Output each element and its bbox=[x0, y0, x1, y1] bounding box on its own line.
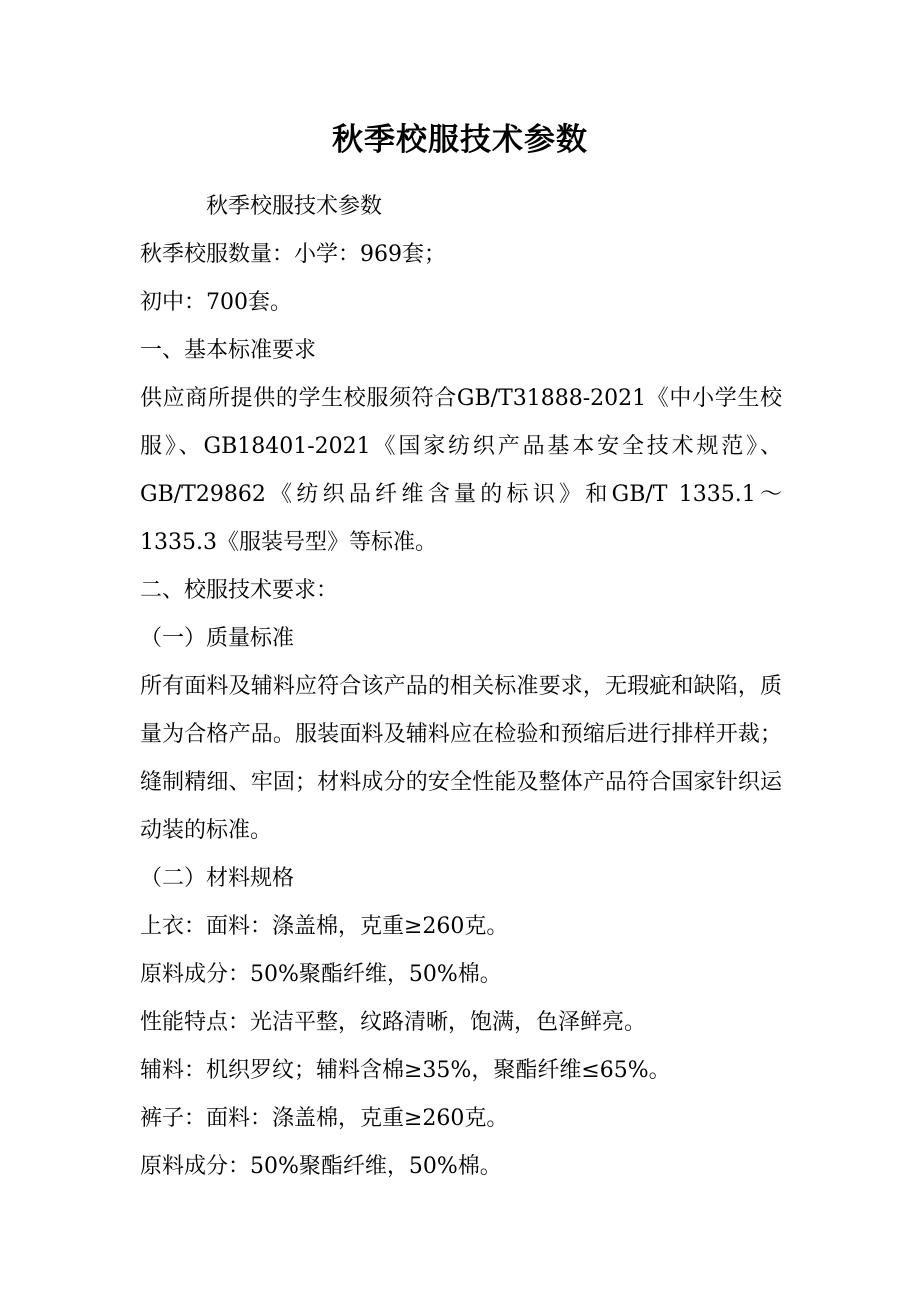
line-performance: 性能特点：光洁平整，纹路清晰，饱满，色泽鲜亮。 bbox=[140, 1010, 647, 1035]
document-subtitle: 秋季校服技术参数 bbox=[206, 194, 383, 219]
quantity-junior: 初中：700套。 bbox=[140, 290, 292, 315]
line-top-fabric: 上衣：面料：涤盖棉，克重≥260克。 bbox=[140, 914, 509, 939]
line-pants-composition: 原料成分：50%聚酯纤维，50%棉。 bbox=[140, 1154, 502, 1179]
line-top-composition: 原料成分：50%聚酯纤维，50%棉。 bbox=[140, 962, 502, 987]
document-body bbox=[140, 183, 782, 1191]
section-heading-technical-requirements: 二、校服技术要求： bbox=[140, 578, 339, 603]
section-heading-basic-standards: 一、基本标准要求 bbox=[140, 338, 317, 363]
line-pants-fabric: 裤子：面料：涤盖棉，克重≥260克。 bbox=[140, 1106, 509, 1131]
quantity-primary: 秋季校服数量：小学：969套； bbox=[140, 242, 446, 267]
paragraph-standards: 供应商所提供的学生校服须符合GB/T31888-2021《中小学生校服》、GB18401-2021《国家纺织产品基本安全技术规范》、GB/T29862《纺织品纤维含量的标识》和GB/T 1335.1～1335.3《服装号型》等标准。 bbox=[140, 386, 782, 555]
line-accessories: 辅料：机织罗纹；辅料含棉≥35%，聚酯纤维≤65%。 bbox=[140, 1058, 671, 1083]
subsection-heading-materials: （二）材料规格 bbox=[140, 866, 295, 891]
subsection-heading-quality: （一）质量标准 bbox=[140, 626, 295, 651]
paragraph-quality: 所有面料及辅料应符合该产品的相关标准要求，无瑕疵和缺陷，质量为合格产品。服装面料及辅料应在检验和预缩后进行排样开裁；缝制精细、牢固；材料成分的安全性能及整体产品符合国家针织运动装的标准。 bbox=[140, 674, 782, 843]
document-title: 秋季校服技术参数 bbox=[332, 122, 588, 158]
